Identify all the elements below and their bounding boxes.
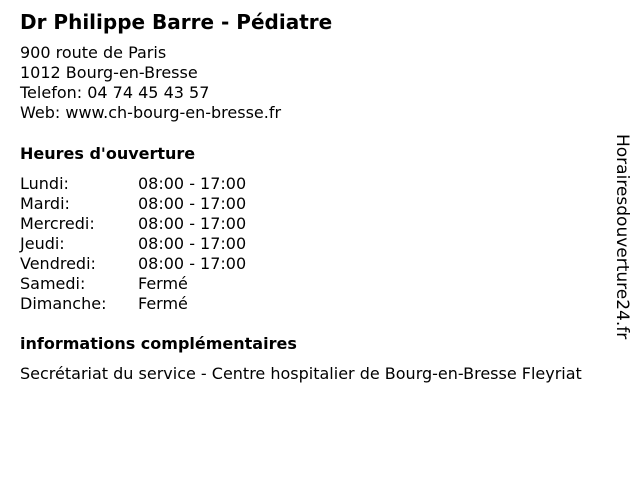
city-address: 1012 Bourg-en-Bresse	[20, 63, 198, 82]
info-heading: informations complémentaires	[20, 334, 297, 353]
hours-row	[20, 254, 246, 274]
website-link: Web: www.ch-bourg-en-bresse.fr	[20, 103, 282, 122]
day-label: Mardi:	[20, 194, 70, 213]
hours-value: 08:00 - 17:00	[138, 194, 247, 213]
day-label: Mercredi:	[20, 214, 95, 233]
day-label: Vendredi:	[20, 254, 96, 273]
day-label: Dimanche:	[20, 294, 107, 313]
day-label: Lundi:	[20, 174, 69, 193]
hours-table	[20, 174, 246, 314]
hours-value: 08:00 - 17:00	[138, 234, 247, 253]
street-address: 900 route de Paris	[20, 43, 167, 62]
hours-value: 08:00 - 17:00	[138, 214, 247, 233]
hours-row	[20, 194, 246, 214]
hours-row	[20, 274, 246, 294]
phone-number: Telefon: 04 74 45 43 57	[20, 83, 210, 102]
hours-value: Fermé	[138, 274, 188, 293]
day-label: Jeudi:	[20, 234, 65, 253]
day-label: Samedi:	[20, 274, 86, 293]
info-text: Secrétariat du service - Centre hospitalier de Bourg-en-Bresse Fleyriat	[20, 364, 582, 383]
watermark-text: Horairesdouverture24.fr	[612, 134, 632, 340]
page-title: Dr Philippe Barre - Pédiatre	[20, 10, 333, 34]
hours-row	[20, 174, 246, 194]
hours-value: Fermé	[138, 294, 188, 313]
hours-row	[20, 234, 246, 254]
hours-heading: Heures d'ouverture	[20, 144, 196, 163]
hours-value: 08:00 - 17:00	[138, 254, 247, 273]
hours-row	[20, 294, 246, 314]
hours-row	[20, 214, 246, 234]
hours-value: 08:00 - 17:00	[138, 174, 247, 193]
address-block	[20, 43, 281, 123]
